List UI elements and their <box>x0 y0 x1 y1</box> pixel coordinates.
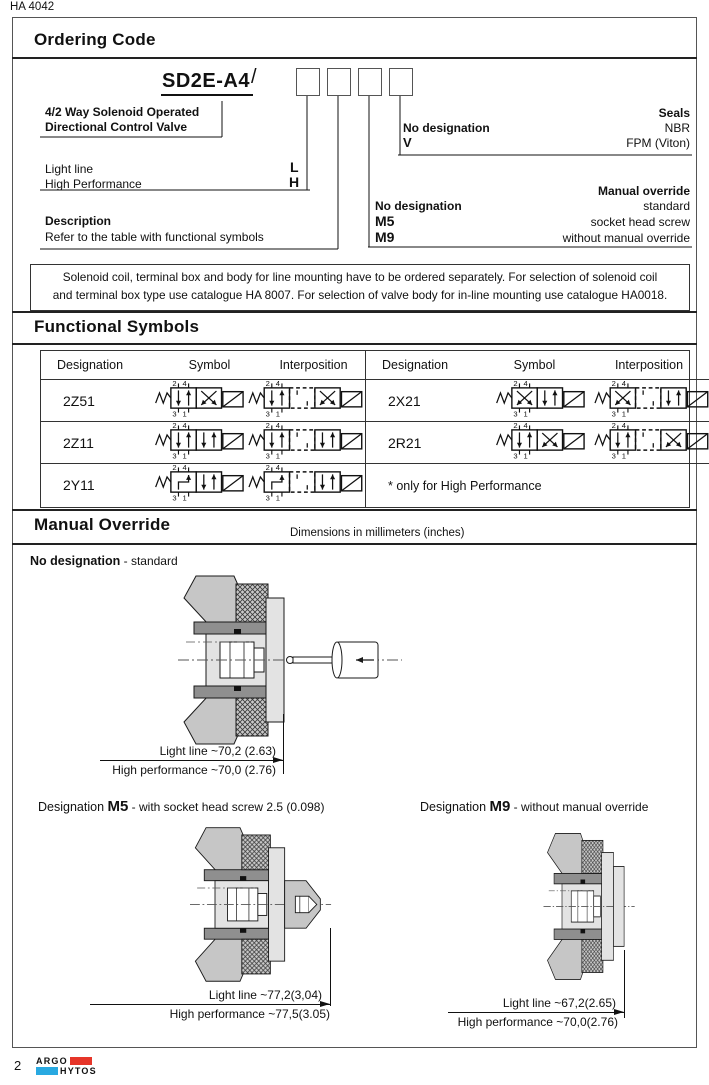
mo-value-m5: socket head screw <box>590 215 690 229</box>
svg-text:1: 1 <box>275 451 281 459</box>
valve-interposition <box>593 421 709 464</box>
svg-text:3: 3 <box>172 409 177 417</box>
description-text: Refer to the table with functional symbols <box>45 230 264 244</box>
seals-value-nbr: NBR <box>664 121 690 135</box>
designation-label: 2X21 <box>388 392 421 409</box>
units-note: Dimensions in millimeters (inches) <box>290 527 465 539</box>
svg-text:2: 2 <box>611 421 616 430</box>
note-line1: Solenoid coil, terminal box and body for line mounting have to be ordered separately. For selection of solenoid coil <box>62 270 658 284</box>
seals-code-none: No designation <box>403 121 490 135</box>
divider <box>12 343 697 345</box>
svg-text:4: 4 <box>275 379 281 388</box>
svg-text:4: 4 <box>522 379 528 388</box>
extension-line <box>624 950 625 1018</box>
svg-text:3: 3 <box>512 409 518 417</box>
valve-symbol-svg <box>247 463 365 501</box>
svg-text:4: 4 <box>522 421 528 430</box>
extension-line <box>330 928 331 1006</box>
valve-symbol-svg <box>495 379 587 417</box>
ordering-note <box>30 264 690 311</box>
logo-text-hytos: HYTOS <box>60 1066 97 1076</box>
svg-text:4: 4 <box>182 379 187 388</box>
valve-symbol-svg <box>593 421 709 459</box>
valve-interposition <box>247 421 365 464</box>
fs-table-left <box>41 351 366 507</box>
logo-blue-block <box>36 1067 58 1075</box>
seals-code-v: V <box>403 135 412 150</box>
standard-variant-label <box>30 554 178 568</box>
designation-word: Designation <box>38 800 108 814</box>
light-line-code: L <box>290 159 299 175</box>
svg-text:3: 3 <box>512 451 518 459</box>
svg-text:4: 4 <box>621 421 627 430</box>
valve-symbol <box>153 379 247 422</box>
svg-text:3: 3 <box>172 493 177 501</box>
model-separator: / <box>251 66 257 88</box>
dimension-line <box>100 760 283 761</box>
fs-header-row <box>41 351 365 380</box>
svg-text:2: 2 <box>265 379 270 388</box>
mo-code-m5: M5 <box>375 213 395 229</box>
standard-label: No designation <box>30 554 121 568</box>
svg-text:2: 2 <box>611 379 616 388</box>
col-header-interposition: Interposition <box>614 358 684 372</box>
col-header-interposition: Interposition <box>279 358 348 372</box>
svg-text:3: 3 <box>611 409 616 417</box>
m5-suffix: - with socket head screw 2.5 (0.098) <box>128 800 325 814</box>
svg-text:3: 3 <box>265 409 270 417</box>
section-title-manual-override: Manual Override <box>34 515 171 534</box>
divider <box>12 509 697 511</box>
valve-symbol-svg <box>154 463 246 501</box>
valve-symbol-svg <box>593 379 709 417</box>
svg-text:1: 1 <box>522 451 528 459</box>
section-title-functional-symbols: Functional Symbols <box>34 317 200 336</box>
valve-type-line2: Directional Control Valve <box>45 120 188 134</box>
col-header-symbol: Symbol <box>513 358 556 372</box>
seals-title: Seals <box>658 106 690 120</box>
section-title-ordering: Ordering Code <box>34 30 156 49</box>
mo-code-none: No designation <box>375 199 462 213</box>
dim-m5-bottom: High performance ~77,5(3.05) <box>169 1007 330 1021</box>
valve-symbol-svg <box>154 421 246 459</box>
functional-symbol-row <box>366 422 709 463</box>
fs-footnote: * only for High Performance <box>366 463 709 507</box>
functional-symbols-table <box>40 350 690 508</box>
page-number: 2 <box>14 1058 22 1073</box>
dimension-line <box>90 1004 330 1005</box>
m9-code: M9 <box>489 798 511 815</box>
valve-interposition <box>593 379 709 422</box>
col-header-designation: Designation <box>382 358 449 372</box>
svg-text:1: 1 <box>182 493 187 501</box>
col-header-symbol: Symbol <box>188 358 231 372</box>
m5-code: M5 <box>107 798 129 815</box>
svg-text:2: 2 <box>265 463 270 472</box>
svg-text:3: 3 <box>265 451 270 459</box>
functional-symbol-row <box>41 464 365 505</box>
svg-text:1: 1 <box>621 409 627 417</box>
fs-header-row <box>366 351 709 380</box>
valve-symbol-svg <box>247 421 365 459</box>
diagram-standard <box>150 572 430 752</box>
svg-text:4: 4 <box>182 421 187 430</box>
col-header-designation: Designation <box>57 358 124 372</box>
model-code: SD2E-A4 <box>161 70 253 96</box>
svg-text:4: 4 <box>621 379 627 388</box>
dim-standard-bottom: High performance ~70,0 (2.76) <box>112 763 276 777</box>
svg-text:3: 3 <box>265 493 270 501</box>
seals-value-fpm: FPM (Viton) <box>626 136 690 150</box>
doc-code: HA 4042 <box>10 1 55 13</box>
diagram-m9 <box>525 830 709 987</box>
high-perf-code: H <box>289 174 300 190</box>
divider <box>12 543 697 545</box>
valve-symbol <box>153 463 247 506</box>
dim-m5-top: Light line ~77,2(3,04) <box>208 988 322 1002</box>
valve-type-line1: 4/2 Way Solenoid Operated <box>45 105 200 119</box>
valve-cross-section <box>150 572 430 747</box>
svg-text:2: 2 <box>172 463 177 472</box>
svg-text:1: 1 <box>275 493 281 501</box>
valve-symbol-svg <box>247 379 365 417</box>
m9-variant-label <box>420 798 648 815</box>
logo-text-argo: ARGO <box>36 1056 68 1066</box>
valve-symbol <box>488 379 593 422</box>
svg-text:4: 4 <box>182 463 187 472</box>
svg-text:1: 1 <box>182 409 187 417</box>
m5-variant-label <box>38 798 324 815</box>
mo-value-standard: standard <box>643 199 690 213</box>
dim-m9-bottom: High performance ~70,0(2.76) <box>457 1015 618 1029</box>
high-perf-label: High Performance <box>45 177 142 191</box>
dim-standard-top: Light line ~70,2 (2.63) <box>159 744 276 758</box>
svg-text:4: 4 <box>275 421 281 430</box>
argo-hytos-logo <box>36 1056 97 1076</box>
designation-label: 2R21 <box>388 434 422 451</box>
functional-symbol-row <box>366 380 709 422</box>
description-title: Description <box>45 214 112 228</box>
svg-text:2: 2 <box>172 421 177 430</box>
dim-m9-top: Light line ~67,2(2.65) <box>502 996 616 1010</box>
svg-text:3: 3 <box>172 451 177 459</box>
valve-symbol <box>488 421 593 464</box>
svg-text:2: 2 <box>265 421 270 430</box>
note-line2: and terminal box type use catalogue HA 8007. For selection of valve body for in-line mounting use catalogue HA0018. <box>52 288 668 303</box>
svg-text:3: 3 <box>611 451 616 459</box>
valve-interposition <box>247 379 365 422</box>
diagram-m5 <box>165 824 415 989</box>
valve-cross-section <box>525 830 709 982</box>
valve-symbol-svg <box>495 421 587 459</box>
svg-text:1: 1 <box>275 409 281 417</box>
manual-override-title: Manual override <box>597 184 690 198</box>
logo-red-block <box>70 1057 92 1065</box>
svg-text:2: 2 <box>512 421 518 430</box>
fs-rows-left <box>41 380 365 505</box>
mo-value-m9: without manual override <box>562 231 690 245</box>
functional-symbol-row <box>41 422 365 464</box>
functional-symbol-row <box>41 380 365 422</box>
extension-line <box>283 714 284 774</box>
standard-suffix: - standard <box>120 554 178 568</box>
valve-symbol-svg <box>154 379 246 417</box>
valve-cross-section <box>165 824 415 984</box>
mo-code-m9: M9 <box>375 229 395 245</box>
designation-label: 2Y11 <box>63 476 95 493</box>
designation-word: Designation <box>420 800 490 814</box>
svg-text:4: 4 <box>275 463 281 472</box>
designation-label: 2Z51 <box>63 392 95 409</box>
fs-rows-right <box>366 380 709 463</box>
svg-text:1: 1 <box>621 451 627 459</box>
svg-text:2: 2 <box>172 379 177 388</box>
light-line-label: Light line <box>45 162 94 176</box>
dimension-line <box>448 1012 624 1013</box>
m9-suffix: - without manual override <box>510 800 649 814</box>
svg-text:1: 1 <box>522 409 528 417</box>
svg-text:1: 1 <box>182 451 187 459</box>
valve-interposition <box>247 463 365 506</box>
svg-text:2: 2 <box>512 379 518 388</box>
designation-label: 2Z11 <box>63 434 94 451</box>
fs-table-right <box>366 351 709 507</box>
valve-symbol <box>153 421 247 464</box>
